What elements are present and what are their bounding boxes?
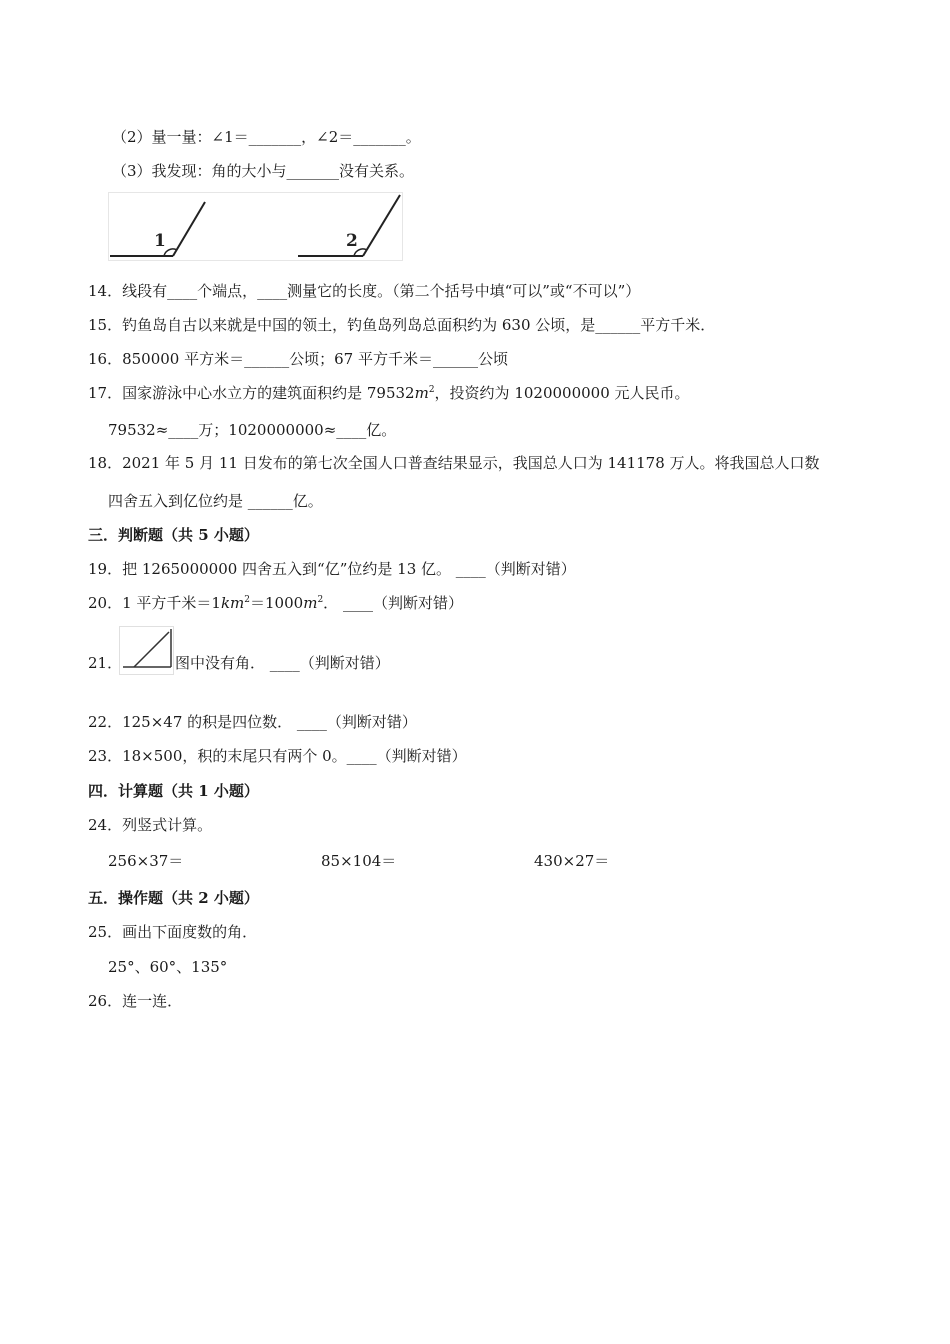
q19-text: 19．把 1265000000 四舍五入到“亿”位约是 13 亿。 ____（判断对错）: [88, 560, 576, 578]
q18-line1: 18．2021 年 5 月 11 日发布的第七次全国人口普查结果显示，我国总人口为 141178 万人。将我国总人口数: [88, 454, 820, 472]
q17-prefix: 17．国家游泳中心水立方的建筑面积约是 79532: [88, 384, 415, 402]
q22-text: 22．125×47 的积是四位数． ____（判断对错）: [88, 713, 417, 731]
q17-suffix: ，投资约为 1020000000 元人民币。: [434, 384, 690, 402]
q17-sq: 2: [428, 385, 435, 395]
q20-sq1: 2: [244, 595, 251, 605]
section-3-heading: 三．判断题（共 5 小题）: [88, 526, 259, 544]
q20-unit-m: m: [303, 594, 318, 612]
q25-title: 25．画出下面度数的角．: [88, 923, 258, 941]
q20-sq2: 2: [317, 595, 324, 605]
q13-measure-line: （2）量一量：∠1＝_______，∠2＝_______。: [112, 128, 421, 146]
q20-mid: ＝1000: [250, 594, 304, 612]
section-5-heading: 五．操作题（共 2 小题）: [88, 889, 259, 907]
section-4-heading: 四．计算题（共 1 小题）: [88, 782, 259, 800]
q18-line2: 四舍五入到亿位约是 ______亿。: [108, 492, 323, 510]
q17-unit: m: [414, 384, 429, 402]
q24-item-2: 85×104＝: [321, 852, 397, 870]
q21-number: 21．: [88, 654, 123, 672]
angle-figures: [108, 192, 404, 262]
q14-text: 14．线段有____个端点，____测量它的长度。（第二个括号中填“可以”或“不可以”）: [88, 282, 641, 300]
q20-prefix: 20．1 平方千米＝1: [88, 594, 221, 612]
q24-title: 24．列竖式计算。: [88, 816, 213, 834]
q23-text: 23．18×500，积的末尾只有两个 0。____（判断对错）: [88, 747, 467, 765]
q24-item-1: 256×37＝: [108, 852, 184, 870]
q15-text: 15．钓鱼岛自古以来就是中国的领土，钓鱼岛列岛总面积约为 630 公顷，是______平方千米．: [88, 316, 716, 334]
q25-degrees: 25°、60°、135°: [108, 958, 228, 976]
q21-slant-line: [134, 632, 169, 667]
q20-suffix: ． ____（判断对错）: [323, 594, 463, 612]
q17-line2: 79532≈____万；1020000000≈____亿。: [108, 421, 397, 439]
q21-figure: [119, 626, 175, 676]
q26-text: 26．连一连．: [88, 992, 183, 1010]
angle2-slant-ray: [363, 195, 400, 256]
q16-text: 16．850000 平方米＝______公顷；67 平方千米＝______公顷: [88, 350, 508, 368]
q20-unit-km: km: [220, 594, 245, 612]
q21-text: 图中没有角． ____（判断对错）: [175, 654, 390, 672]
q24-item-3: 430×27＝: [534, 852, 610, 870]
angle1-label: 1: [154, 231, 166, 251]
q13-discover-line: （3）我发现：角的大小与_______没有关系。: [112, 162, 415, 180]
angle1-slant-ray: [173, 202, 205, 256]
angle2-label: 2: [346, 231, 358, 251]
q20-text: [88, 593, 463, 613]
q17-line1: [88, 383, 690, 403]
